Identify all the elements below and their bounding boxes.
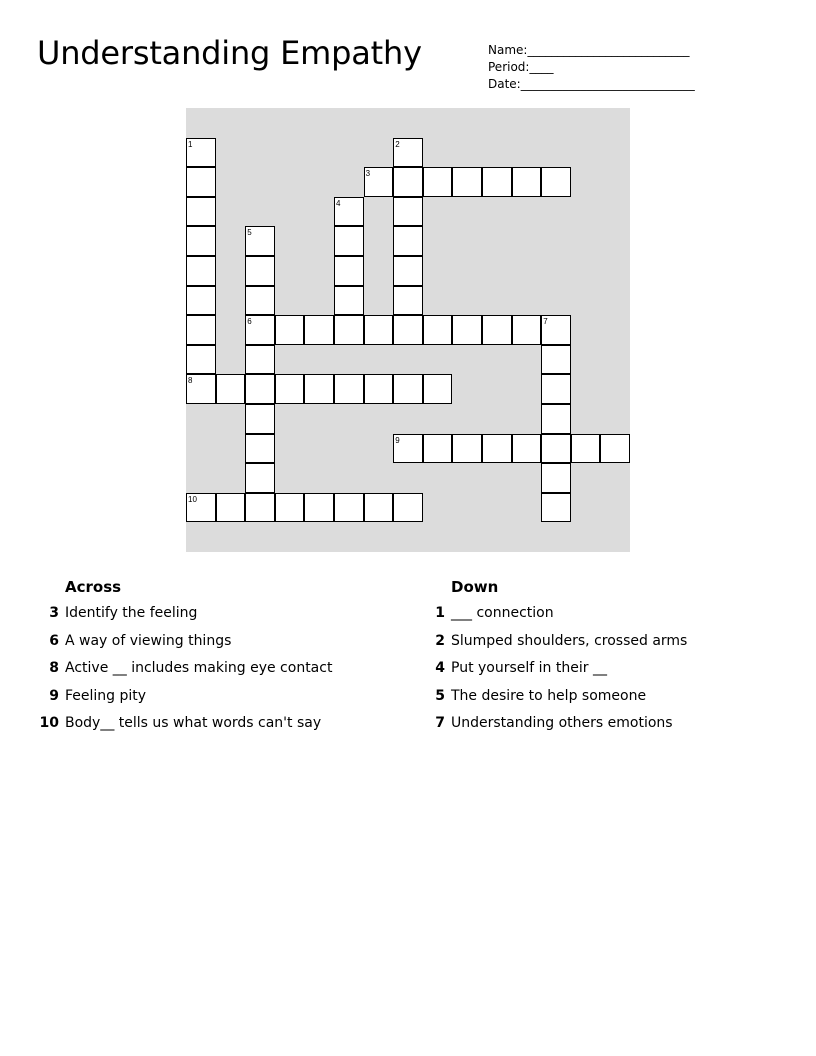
clue-across-3 bbox=[34, 600, 394, 628]
grid-cell[interactable] bbox=[364, 374, 394, 404]
clue-number-label: 7 bbox=[543, 317, 548, 327]
clue-number: 2 bbox=[435, 632, 445, 649]
grid-cell[interactable] bbox=[186, 345, 216, 375]
down-clues bbox=[420, 576, 800, 738]
grid-cell[interactable] bbox=[275, 493, 305, 523]
grid-cell[interactable] bbox=[512, 434, 542, 464]
grid-cell[interactable] bbox=[334, 315, 364, 345]
clue-across-9 bbox=[34, 683, 394, 711]
clue-number-label: 8 bbox=[188, 376, 193, 386]
grid-cell[interactable] bbox=[364, 315, 394, 345]
grid-cell[interactable] bbox=[393, 138, 423, 168]
clue-number-label: 6 bbox=[247, 317, 252, 327]
clue-down-2 bbox=[420, 628, 800, 656]
grid-cell[interactable] bbox=[512, 167, 542, 197]
grid-cell[interactable] bbox=[452, 167, 482, 197]
clue-number: 3 bbox=[49, 605, 59, 621]
grid-cell[interactable] bbox=[393, 226, 423, 256]
grid-cell[interactable] bbox=[600, 434, 630, 464]
grid-cell[interactable] bbox=[423, 315, 453, 345]
clue-number: 6 bbox=[49, 632, 59, 649]
grid-cell[interactable] bbox=[245, 286, 275, 316]
grid-cell[interactable] bbox=[186, 167, 216, 197]
clue-down-4 bbox=[420, 655, 800, 683]
grid-cell[interactable] bbox=[393, 286, 423, 316]
across-clues bbox=[34, 576, 394, 738]
clue-text: A way of viewing things bbox=[65, 632, 232, 649]
name-field[interactable]: Name:___________________________ bbox=[488, 43, 690, 57]
grid-cell[interactable] bbox=[452, 434, 482, 464]
clue-number-label: 1 bbox=[188, 139, 193, 149]
across-heading: Across bbox=[65, 578, 122, 596]
grid-cell[interactable] bbox=[334, 197, 364, 227]
clue-down-5 bbox=[420, 683, 800, 711]
grid-cell[interactable] bbox=[334, 493, 364, 523]
down-heading: Down bbox=[451, 578, 499, 596]
clue-number: 1 bbox=[435, 605, 445, 621]
worksheet-title: Understanding Empathy bbox=[37, 34, 422, 72]
clue-number-label: 5 bbox=[247, 228, 252, 238]
grid-cell[interactable] bbox=[216, 374, 246, 404]
grid-cell[interactable] bbox=[393, 167, 423, 197]
grid-cell[interactable] bbox=[186, 286, 216, 316]
grid-cell[interactable] bbox=[304, 374, 334, 404]
student-info-block bbox=[488, 42, 695, 93]
grid-cell[interactable] bbox=[482, 315, 512, 345]
grid-cell[interactable] bbox=[334, 374, 364, 404]
grid-cell[interactable] bbox=[334, 226, 364, 256]
grid-cell[interactable] bbox=[186, 256, 216, 286]
clue-number: 10 bbox=[39, 715, 59, 731]
clue-text: Put yourself in their __ bbox=[451, 660, 607, 676]
grid-cell[interactable] bbox=[186, 197, 216, 227]
clue-number: 5 bbox=[435, 687, 445, 704]
clue-number-label: 2 bbox=[395, 139, 400, 149]
grid-cell[interactable] bbox=[541, 434, 571, 464]
grid-cell[interactable] bbox=[245, 434, 275, 464]
grid-cell[interactable] bbox=[186, 315, 216, 345]
clue-number: 4 bbox=[435, 660, 445, 676]
clue-number: 9 bbox=[49, 687, 59, 704]
grid-cell[interactable] bbox=[423, 167, 453, 197]
grid-cell[interactable] bbox=[541, 463, 571, 493]
grid-cell[interactable] bbox=[541, 315, 571, 345]
grid-cell[interactable] bbox=[393, 315, 423, 345]
clue-text: Understanding others emotions bbox=[451, 715, 673, 731]
grid-cell[interactable] bbox=[452, 315, 482, 345]
grid-cell[interactable] bbox=[275, 315, 305, 345]
grid-cell[interactable] bbox=[541, 345, 571, 375]
clue-across-8 bbox=[34, 655, 394, 683]
grid-cell[interactable] bbox=[245, 315, 275, 345]
clue-text: The desire to help someone bbox=[451, 687, 647, 704]
grid-cell[interactable] bbox=[393, 256, 423, 286]
clue-down-1 bbox=[420, 600, 800, 628]
clue-number: 7 bbox=[435, 715, 445, 731]
grid-cell[interactable] bbox=[423, 374, 453, 404]
grid-cell[interactable] bbox=[364, 493, 394, 523]
grid-cell[interactable] bbox=[245, 463, 275, 493]
clue-text: Body__ tells us what words can't say bbox=[65, 715, 322, 731]
clue-number-label: 10 bbox=[188, 494, 197, 504]
clue-text: ___ connection bbox=[451, 605, 554, 621]
grid-cell[interactable] bbox=[334, 256, 364, 286]
grid-cell[interactable] bbox=[423, 434, 453, 464]
grid-cell[interactable] bbox=[304, 315, 334, 345]
grid-cell[interactable] bbox=[393, 434, 423, 464]
grid-cell[interactable] bbox=[275, 374, 305, 404]
clue-text: Feeling pity bbox=[65, 687, 147, 704]
grid-cell[interactable] bbox=[393, 197, 423, 227]
period-field[interactable]: Period:____ bbox=[488, 60, 554, 74]
grid-cell[interactable] bbox=[245, 256, 275, 286]
grid-cell[interactable] bbox=[245, 374, 275, 404]
grid-cell[interactable] bbox=[482, 434, 512, 464]
grid-cell[interactable] bbox=[364, 167, 394, 197]
clue-number-label: 3 bbox=[365, 169, 371, 179]
grid-cell[interactable] bbox=[541, 167, 571, 197]
grid-cell[interactable] bbox=[482, 167, 512, 197]
clue-number: 8 bbox=[49, 660, 59, 676]
grid-cell[interactable] bbox=[304, 493, 334, 523]
grid-cell[interactable] bbox=[334, 286, 364, 316]
grid-cell[interactable] bbox=[541, 404, 571, 434]
grid-cell[interactable] bbox=[245, 226, 275, 256]
grid-cell[interactable] bbox=[393, 374, 423, 404]
grid-cell[interactable] bbox=[186, 226, 216, 256]
grid-cell[interactable] bbox=[245, 493, 275, 523]
grid-cell[interactable] bbox=[186, 138, 216, 168]
grid-cell[interactable] bbox=[541, 374, 571, 404]
grid-cell[interactable] bbox=[186, 493, 216, 523]
clue-down-7 bbox=[420, 710, 800, 738]
grid-cell[interactable] bbox=[245, 345, 275, 375]
grid-cell[interactable] bbox=[245, 404, 275, 434]
grid-cell[interactable] bbox=[186, 374, 216, 404]
clue-across-10 bbox=[34, 710, 394, 738]
crossword-grid bbox=[186, 108, 630, 552]
grid-cell[interactable] bbox=[393, 493, 423, 523]
grid-cell[interactable] bbox=[571, 434, 601, 464]
grid-cell[interactable] bbox=[512, 315, 542, 345]
clue-text: Slumped shoulders, crossed arms bbox=[451, 632, 688, 649]
clue-text: Active __ includes making eye contact bbox=[65, 660, 333, 676]
clue-number-label: 9 bbox=[395, 435, 400, 445]
date-field[interactable]: Date:_____________________________ bbox=[488, 77, 695, 91]
clue-number-label: 4 bbox=[336, 198, 341, 208]
clue-across-6 bbox=[34, 628, 394, 656]
clue-text: Identify the feeling bbox=[65, 605, 198, 621]
grid-cell[interactable] bbox=[541, 493, 571, 523]
grid-cell[interactable] bbox=[216, 493, 246, 523]
